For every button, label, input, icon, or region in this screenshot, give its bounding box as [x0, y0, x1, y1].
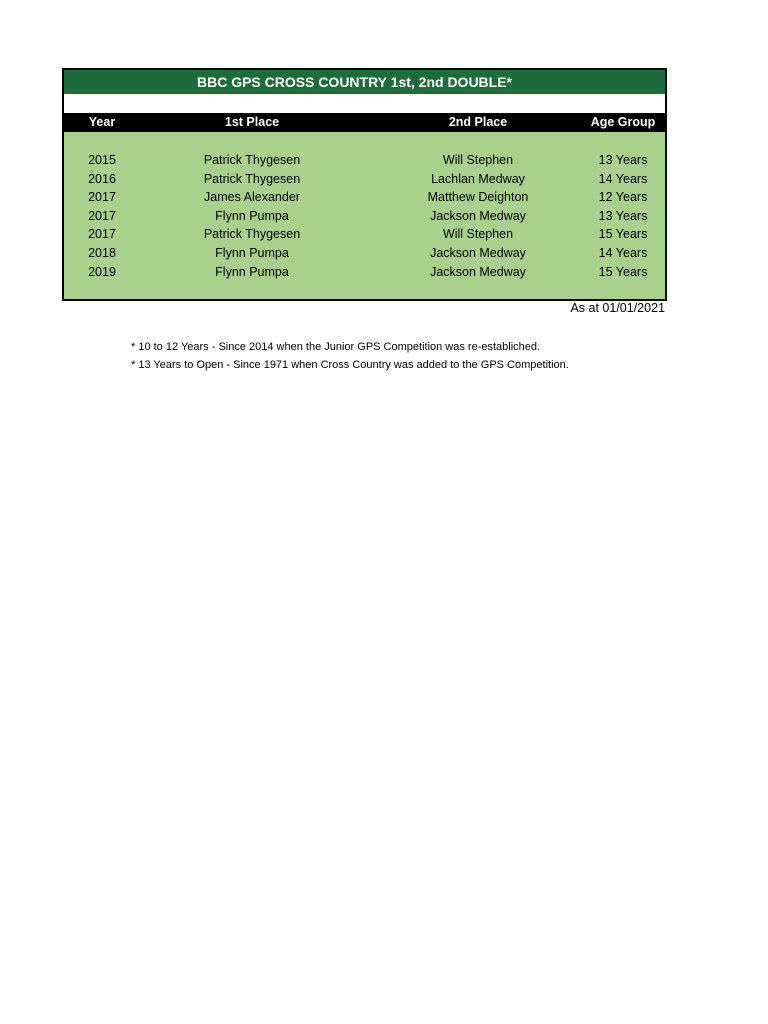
- cell-age-group: 12 Years: [598, 190, 648, 205]
- cell-second-place: Jackson Medway: [430, 245, 526, 260]
- table-row: [64, 151, 665, 170]
- cell-first-place: Flynn Pumpa: [215, 208, 289, 223]
- header-age-group: Age Group: [590, 115, 656, 129]
- table-row: [64, 263, 665, 282]
- table-body: [64, 132, 665, 281]
- cell-year: 2016: [88, 171, 116, 186]
- table-row: [64, 170, 665, 189]
- cell-year: 2017: [88, 190, 116, 205]
- blank-row: [64, 94, 665, 113]
- table-row: [64, 207, 665, 226]
- header-second-place: 2nd Place: [448, 115, 508, 129]
- header-first-place: 1st Place: [224, 115, 280, 129]
- cell-age-group: 13 Years: [598, 153, 648, 167]
- cell-second-place: Jackson Medway: [430, 208, 526, 223]
- as-at-date: As at 01/01/2021: [570, 301, 665, 315]
- results-table: [62, 68, 667, 301]
- cell-second-place: Will Stephen: [442, 227, 514, 242]
- table-title-bar: [64, 70, 665, 94]
- header-year: Year: [88, 115, 116, 129]
- table-title: BBC GPS CROSS COUNTRY 1st, 2nd DOUBLE*: [196, 74, 513, 90]
- cell-first-place: James Alexander: [204, 190, 300, 205]
- table-row: [64, 225, 665, 244]
- cell-year: 2015: [88, 153, 116, 167]
- cell-second-place: Lachlan Medway: [431, 171, 525, 186]
- table-row: [64, 188, 665, 207]
- cell-year: 2017: [88, 208, 116, 223]
- footnote-senior: * 13 Years to Open - Since 1971 when Cross Country was added to the GPS Competition.: [131, 359, 569, 371]
- table-header-row: [64, 113, 665, 132]
- cell-first-place: Patrick Thygesen: [203, 153, 301, 167]
- cell-second-place: Matthew Deighton: [427, 190, 529, 205]
- cell-age-group: 15 Years: [598, 264, 648, 279]
- cell-first-place: Patrick Thygesen: [203, 227, 301, 242]
- cell-second-place: Will Stephen: [442, 153, 514, 167]
- cell-age-group: 13 Years: [598, 208, 648, 223]
- cell-year: 2017: [88, 227, 116, 242]
- cell-age-group: 14 Years: [598, 245, 648, 260]
- cell-year: 2018: [88, 245, 116, 260]
- cell-first-place: Flynn Pumpa: [215, 264, 289, 279]
- table-row: [64, 244, 665, 263]
- cell-first-place: Patrick Thygesen: [203, 171, 301, 186]
- cell-first-place: Flynn Pumpa: [215, 245, 289, 260]
- cell-age-group: 15 Years: [598, 227, 648, 242]
- cell-year: 2019: [88, 264, 116, 279]
- footnote-junior: * 10 to 12 Years - Since 2014 when the Junior GPS Competition was re-establiched.: [131, 341, 541, 353]
- footnotes: [131, 338, 569, 374]
- cell-age-group: 14 Years: [598, 171, 648, 186]
- cell-second-place: Jackson Medway: [430, 264, 526, 279]
